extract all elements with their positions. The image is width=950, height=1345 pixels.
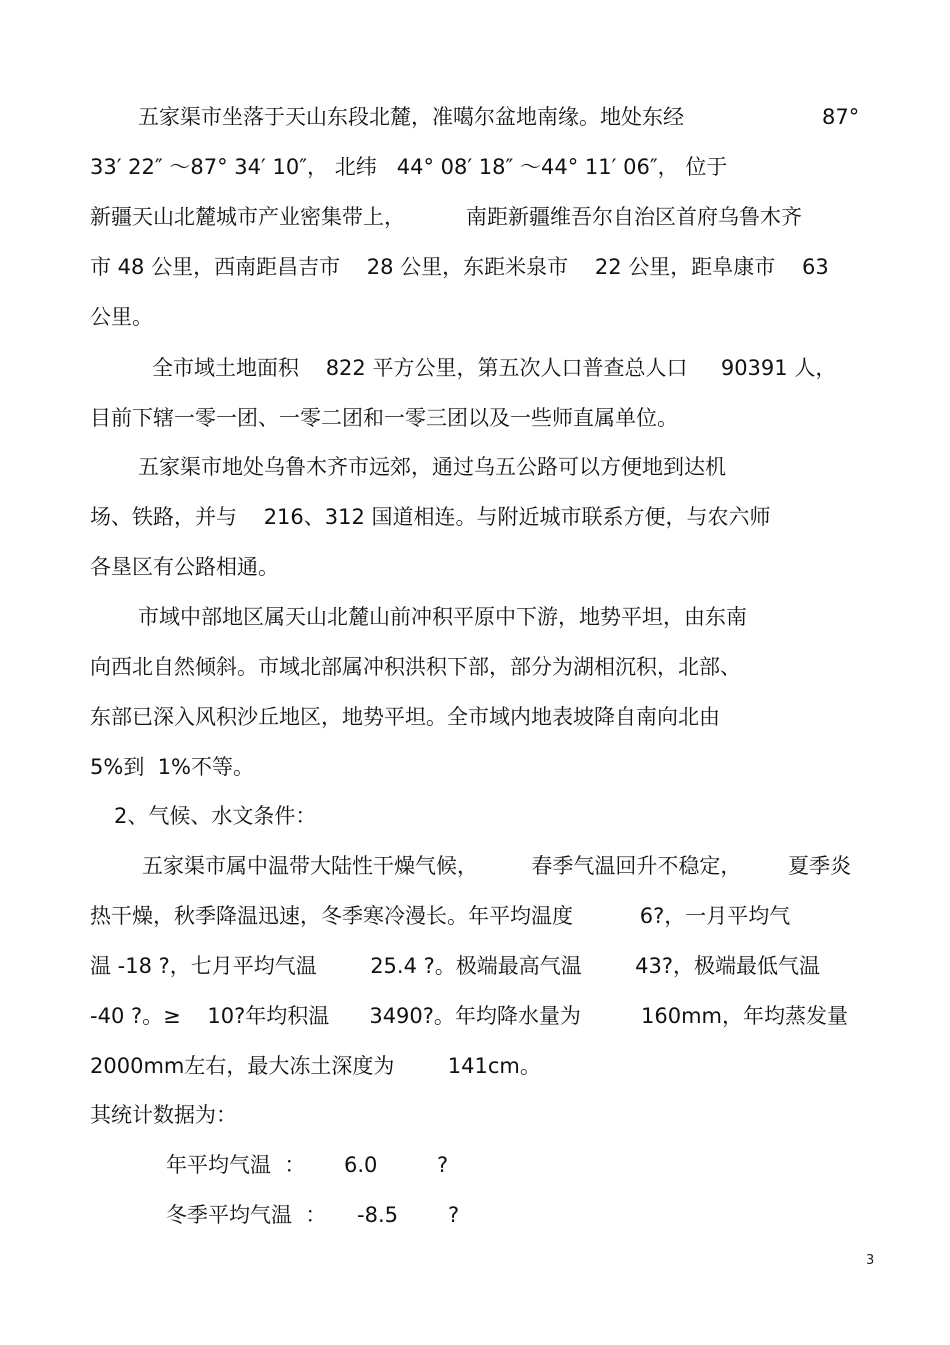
section-heading: 2、气候、水文条件：	[114, 804, 317, 828]
p1-line4: 市 48 公里，西南距昌吉市 28 公里，东距米泉市 22 公里，距阜康市 63	[90, 255, 829, 279]
stat2-label: 冬季平均气温 ：	[166, 1203, 327, 1227]
p1-line1-coordinate: 87°	[822, 105, 860, 129]
page-number: 3	[866, 1253, 875, 1268]
stat1-unit: ?	[437, 1153, 449, 1177]
p1-line3a: 新疆天山北麓城市产业密集带上，	[90, 205, 405, 229]
s2-line3: 温 -18 ?，七月平均气温 25.4 ?。极端最高气温 43?，极端最低气温	[90, 954, 821, 978]
s2-line2: 热干燥，秋季降温迅速，冬季寒冷漫长。年平均温度 6?，一月平均气	[90, 904, 791, 928]
s2-line5: 2000mm左右，最大冻土深度为 141cm。	[90, 1054, 541, 1078]
p4-line2: 向西北自然倾斜。市域北部属冲积洪积下部，部分为湖相沉积，北部、	[90, 655, 741, 679]
p4-line3: 东部已深入风积沙丘地区，地势平坦。全市域内地表坡降自南向北由	[90, 705, 720, 729]
p4-line1: 市域中部地区属天山北麓山前冲积平原中下游，地势平坦，由东南	[138, 605, 747, 629]
p3-line1: 五家渠市地处乌鲁木齐市远郊，通过乌五公路可以方便地到达机	[138, 455, 726, 479]
stat2-value: -8.5	[357, 1203, 398, 1227]
p1-line2: 33′ 22″ ～87° 34′ 10″， 北纬 44° 08′ 18″ ～44° 11′ 06″， 位于	[90, 155, 728, 179]
s2-line1: 五家渠市属中温带大陆性干燥气候， 春季气温回升不稳定， 夏季炎	[142, 854, 852, 878]
p4-line4: 5%到 1%不等。	[90, 755, 254, 779]
p2-line1: 全市域土地面积 822 平方公里，第五次人口普查总人口 90391 人，	[152, 356, 837, 380]
p3-line3: 各垦区有公路相通。	[90, 555, 279, 579]
stat1-label: 年平均气温 ：	[166, 1153, 306, 1177]
s2-line4: -40 ?。≥ 10?年均积温 3490?。年均降水量为 160mm，年均蒸发量	[90, 1004, 848, 1028]
stats-intro: 其统计数据为：	[90, 1103, 237, 1127]
p1-line5: 公里。	[90, 305, 153, 329]
stat1-value: 6.0	[344, 1153, 378, 1177]
stat2-unit: ?	[448, 1203, 460, 1227]
p1-line3b: 南距新疆维吾尔自治区首府乌鲁木齐	[466, 205, 802, 229]
p3-line2: 场、铁路，并与 216、312 国道相连。与附近城市联系方便，与农六师	[90, 505, 771, 529]
p1-line1: 五家渠市坐落于天山东段北麓，准噶尔盆地南缘。地处东经	[138, 105, 684, 129]
p2-line2: 目前下辖一零一团、一零二团和一零三团以及一些师直属单位。	[90, 406, 678, 430]
